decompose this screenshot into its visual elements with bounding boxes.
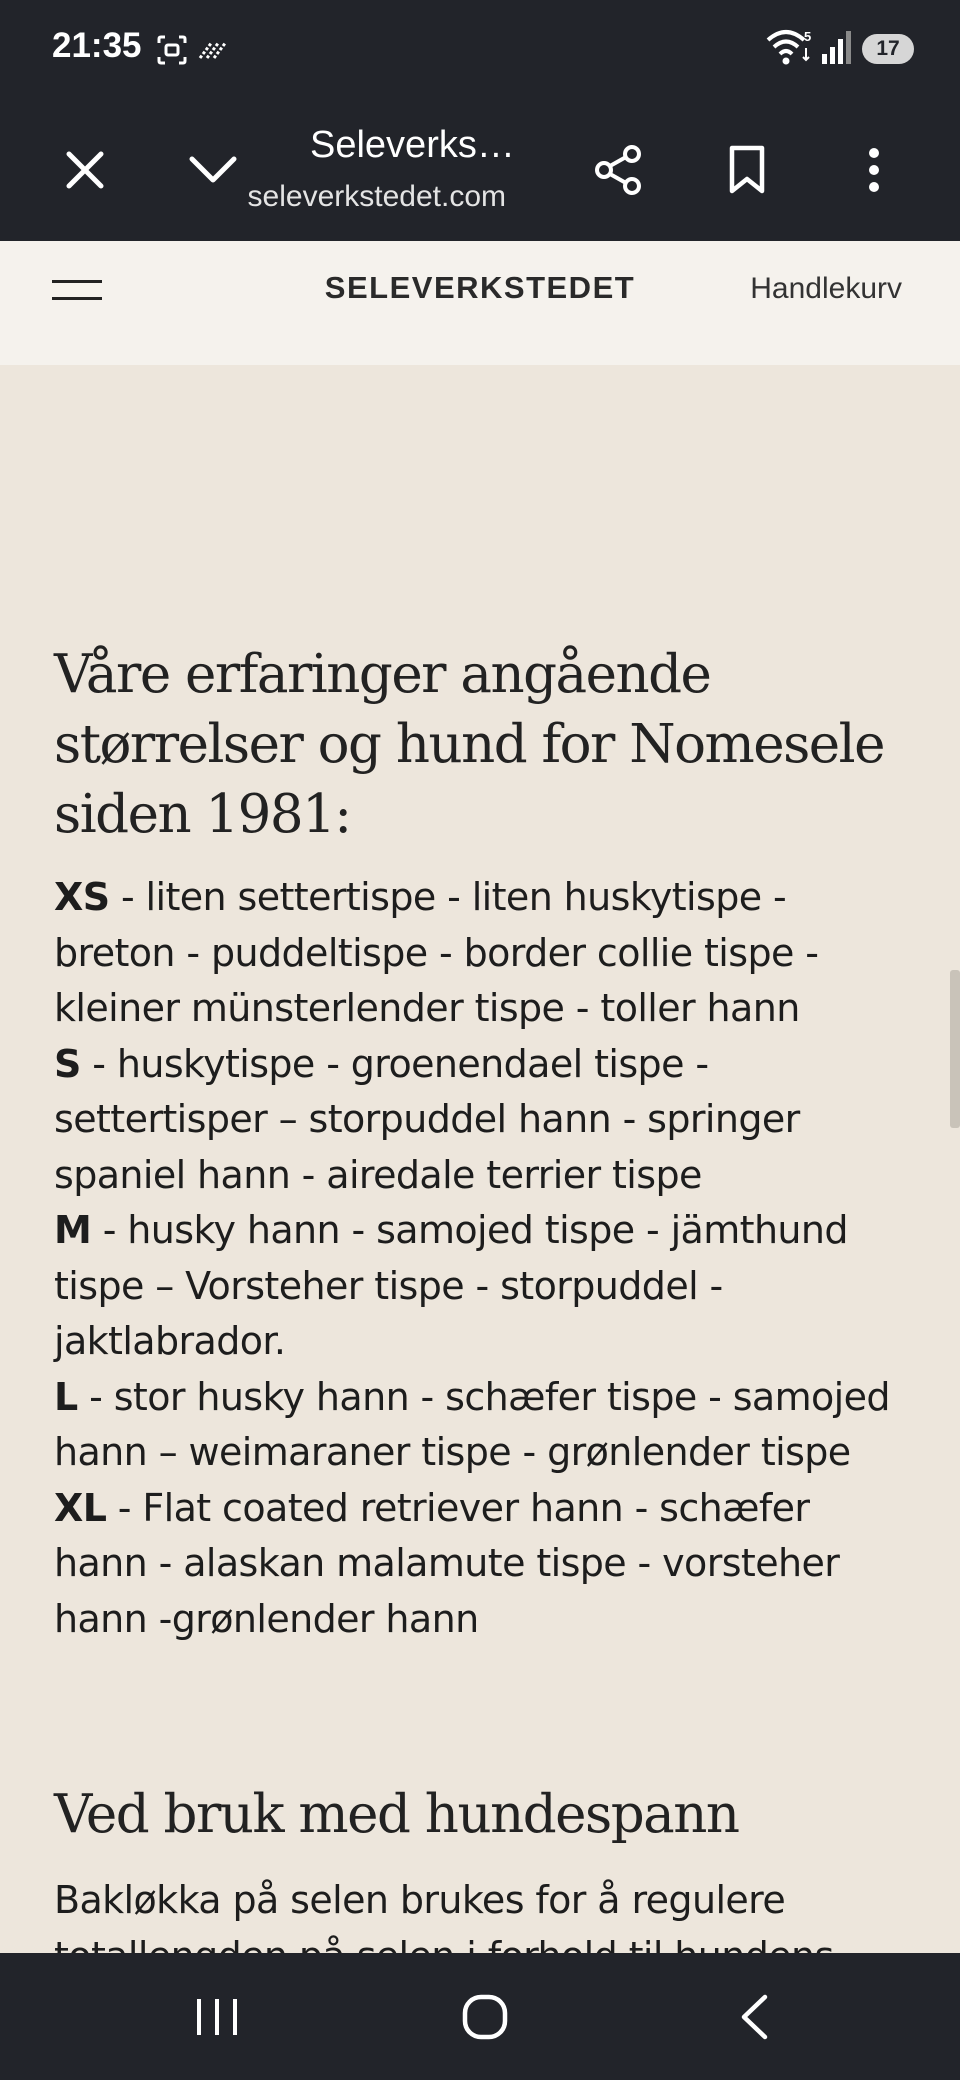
size-entry-s [54,1037,914,1204]
cart-link[interactable]: Handlekurv [750,272,902,305]
size-label: S [54,1041,81,1086]
bookmark-icon [727,145,767,195]
back-button[interactable] [694,1953,814,2080]
screenshot-icon [156,34,188,66]
home-button[interactable] [425,1953,545,2080]
signal-icon [820,30,852,64]
home-icon [461,1993,509,2041]
status-time: 21:35 [52,26,142,65]
chevron-down-icon [189,155,237,185]
scrollbar-thumb[interactable] [950,970,960,1128]
size-heading: Våre erfaringer angående størrelser og hund for Nomesele siden 1981: [54,644,884,845]
size-label: M [54,1208,92,1252]
size-entry-l [54,1370,914,1481]
page-title: Seleverks… [310,124,515,166]
section-paragraph: Bakløkka på selen brukes for å regulere [54,1878,786,1922]
bookmark-button[interactable] [707,130,787,210]
back-icon [739,1994,769,2040]
wifi-icon [766,28,814,66]
size-entry-xs [54,870,914,1037]
close-icon [65,150,105,190]
more-vert-icon [867,147,881,193]
size-label: XS [54,875,110,919]
share-button[interactable] [578,130,658,210]
system-nav-bar [0,1953,960,2080]
share-icon [592,144,644,196]
size-entry-xl [54,1481,914,1648]
size-description: - liten settertispe - liten huskytispe - breton - puddeltispe - border collie tispe - kleiner münsterlender tispe - toller hann [54,875,819,1030]
svg-text:5: 5 [804,29,812,44]
size-label: XL [54,1485,107,1530]
section-heading: Ved bruk med hundespann [54,1784,739,1845]
size-description: - Flat coated retriever hann - schæfer hann - alaskan malamute tispe - vorsteher hann -grønlender hann [54,1485,840,1641]
page-url: seleverkstedet.com [247,180,506,213]
size-list [54,870,914,1647]
close-tab-button[interactable] [45,130,125,210]
recent-apps-button[interactable] [157,1953,277,2080]
battery-icon: 17 [862,34,914,64]
minimize-button[interactable] [173,130,253,210]
recent-apps-icon [195,1997,239,2037]
size-entry-m [54,1203,914,1370]
size-label: L [54,1374,78,1419]
browser-toolbar [0,98,960,241]
size-description: - huskytispe - groenendael tispe - settertisper – storpuddel hann - springer spaniel hann - airedale terrier tispe [54,1041,800,1197]
nfc-icon [198,38,228,62]
site-logo[interactable]: SELEVERKSTEDET [324,270,636,305]
size-description: - stor husky hann - schæfer tispe - samojed hann – weimaraner tispe - grønlender tispe [54,1374,890,1474]
size-description: - husky hann - samojed tispe - jämthund tispe – Vorsteher tispe - storpuddel - jaktlabrador. [54,1208,848,1363]
more-options-button[interactable] [834,130,914,210]
status-bar [0,0,960,98]
main-content [54,640,914,1647]
